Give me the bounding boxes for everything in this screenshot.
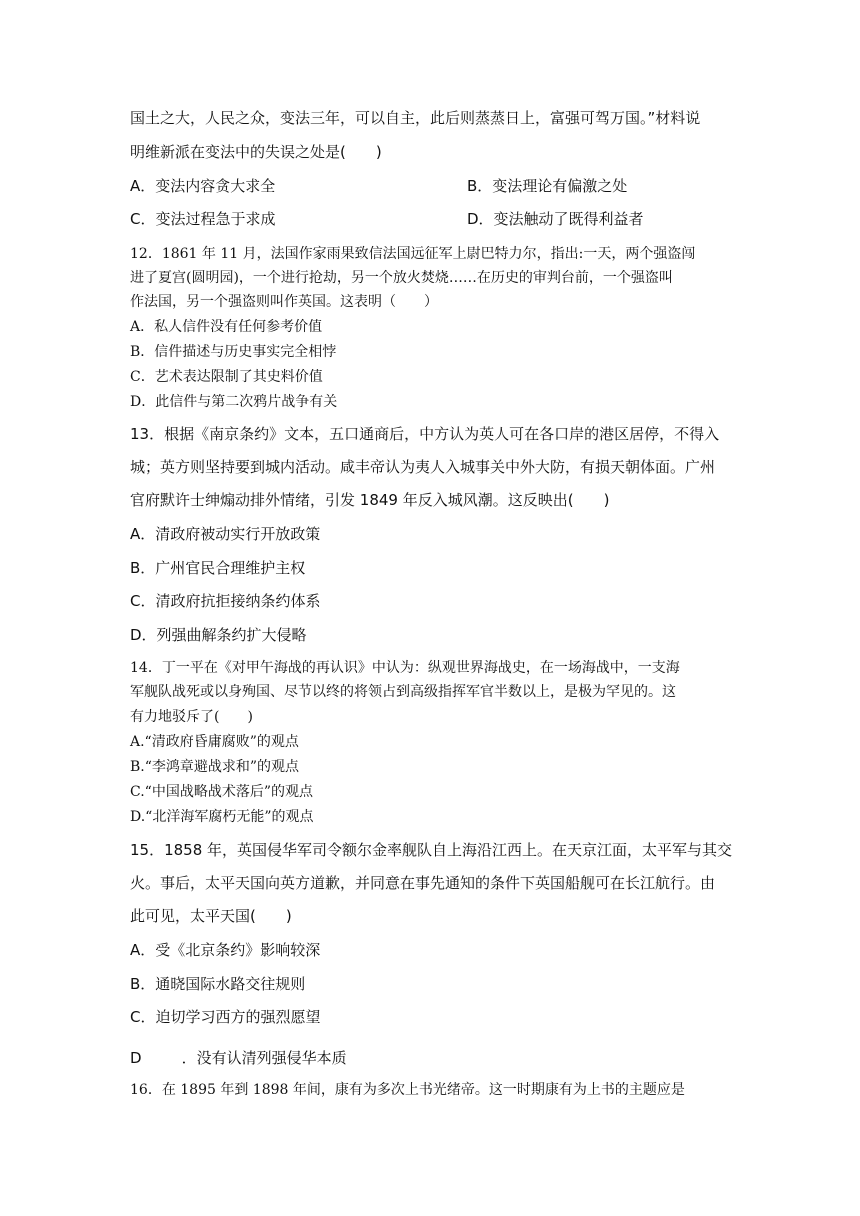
q15-stem-line2: 火。事后，太平天国向英方道歉，并同意在事先通知的条件下英国船舰可在长江航行。由: [130, 874, 716, 892]
q12-option-b: B．信件描述与历史事实完全相悖: [130, 344, 337, 360]
q15-option-a: A．受《北京条约》影响较深: [130, 941, 321, 959]
q12-option-d: D．此信件与第二次鸦片战争有关: [130, 394, 338, 410]
q11-option-b: B．变法理论有偏激之处: [467, 177, 628, 195]
q13-option-c: C．清政府抗拒接纳条约体系: [130, 592, 321, 610]
q14-stem-line1: 14．丁一平在《对甲午海战的再认识》中认为：纵观世界海战史，在一场海战中，一支海: [130, 660, 680, 676]
q14-option-d: D.“北洋海军腐朽无能”的观点: [130, 809, 314, 825]
q12-option-a: A．私人信件没有任何参考价值: [130, 319, 323, 335]
q13-option-a: A．清政府被动实行开放政策: [130, 525, 321, 543]
q14-stem-line2: 军舰队战死或以身殉国、尽节以终的将领占到高级指挥军官半数以上，是极为罕见的。这: [130, 684, 676, 700]
q12-option-c: C．艺术表达限制了其史料价值: [130, 369, 323, 385]
q13-option-b: B．广州官民合理维护主权: [130, 559, 306, 577]
q12-stem-line3: 作法国，另一个强盗则叫作英国。这表明（ ）: [130, 294, 438, 310]
q11-stem-line1: 国土之大，人民之众，变法三年，可以自主，此后则蒸蒸日上，富强可驾万国。”材料说: [130, 109, 701, 127]
q14-stem-line3: 有力地驳斥了( ): [130, 709, 253, 725]
q14-option-b: B.“李鸿章避战求和”的观点: [130, 759, 300, 775]
q13-stem-line2: 城；英方则坚持要到城内活动。咸丰帝认为夷人入城事关中外大防，有损天朝体面。广州: [130, 458, 716, 476]
q14-option-a: A.“清政府昏庸腐败”的观点: [130, 734, 299, 750]
q12-stem-line1: 12．1861 年 11 月，法国作家雨果致信法国远征军上尉巴特力尔，指出:一天，两个强盗闯: [130, 246, 696, 262]
q15-option-d: [130, 1051, 347, 1066]
q12-stem-line2: 进了夏宫(圆明园)，一个进行抢劫，另一个放火焚烧……在历史的审判台前，一个强盗叫: [130, 270, 673, 286]
q15-stem-line1: 15．1858 年，英国侵华军司令额尔金率舰队自上海沿江西上。在天京江面，太平军与其交: [130, 841, 733, 859]
q15-stem-line3: 此可见，太平天国( ): [130, 907, 292, 925]
q13-stem-line1: 13．根据《南京条约》文本，五口通商后，中方认为英人可在各口岸的港区居停，不得入: [130, 425, 720, 443]
q15-option-d-text: ．没有认清列强侵华本质: [181, 1049, 347, 1067]
q11-option-a: A．变法内容贪大求全: [130, 177, 276, 195]
q13-option-d: D．列强曲解条约扩大侵略: [130, 626, 307, 644]
q11-stem-line2: 明维新派在变法中的失误之处是( ): [130, 143, 382, 161]
q15-option-c: C．迫切学习西方的强烈愿望: [130, 1008, 321, 1026]
q11-option-c: C．变法过程急于求成: [130, 210, 276, 228]
q11-option-d: D．变法触动了既得利益者: [467, 210, 644, 228]
q15-option-b: B．通晓国际水路交往规则: [130, 975, 306, 993]
q14-option-c: C.“中国战略战术落后”的观点: [130, 784, 313, 800]
q15-option-d-letter: D: [130, 1049, 142, 1067]
q13-stem-line3: 官府默许士绅煽动排外情绪，引发 1849 年反入城风潮。这反映出( ): [130, 491, 610, 509]
q16-stem-line1: 16．在 1895 年到 1898 年间，康有为多次上书光绪帝。这一时期康有为上书的主题应是: [130, 1082, 685, 1098]
